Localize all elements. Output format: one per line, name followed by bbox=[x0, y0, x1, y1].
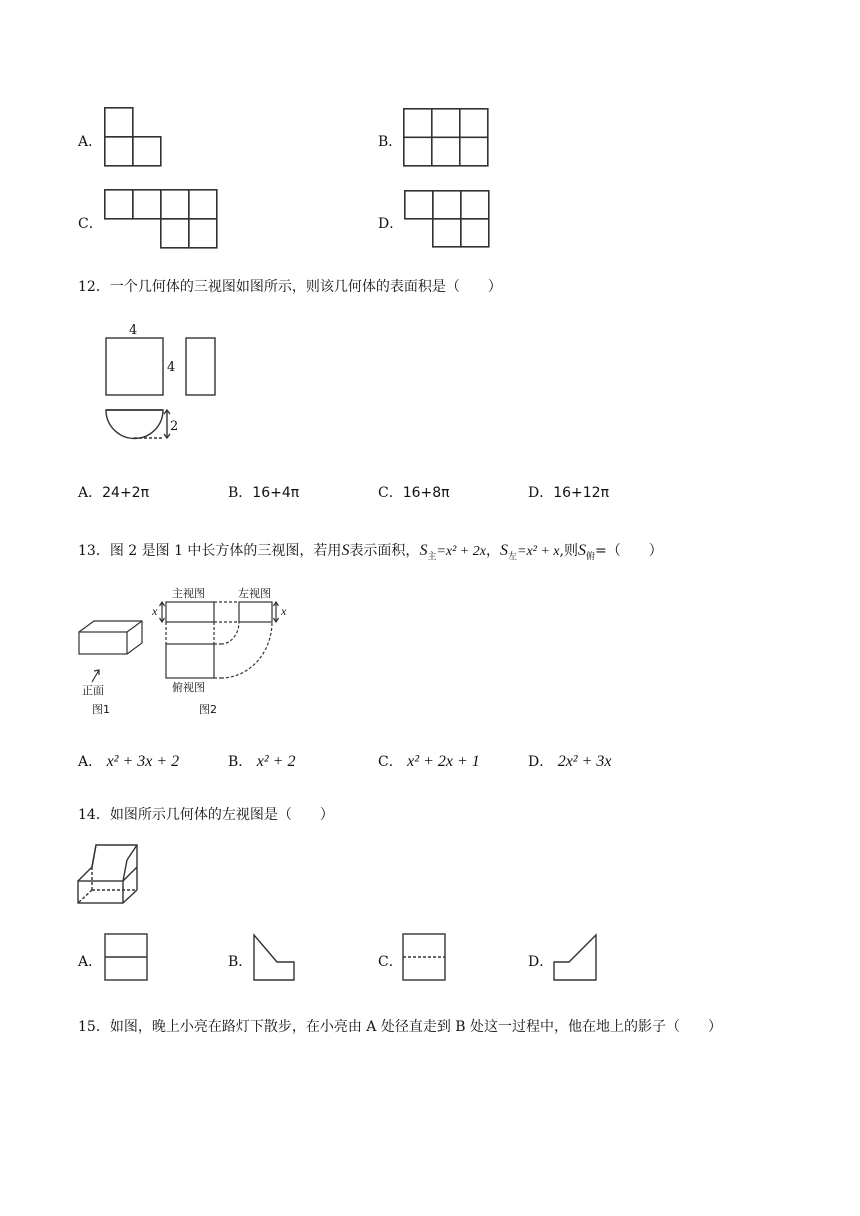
q14-option-b-label[interactable]: B． bbox=[228, 954, 253, 970]
q13-fig-x-left: x bbox=[152, 604, 158, 618]
q14-option-d-label[interactable]: D． bbox=[528, 954, 554, 970]
q12-dim-depth: 2 bbox=[170, 419, 179, 434]
q14-option-b-figure bbox=[253, 934, 299, 984]
q12-option-c[interactable] bbox=[378, 482, 450, 502]
q13-fig-front-label: 正面 bbox=[82, 684, 104, 697]
q14-solid-figure bbox=[76, 840, 142, 906]
q12-option-b-label: B． bbox=[228, 485, 253, 501]
q11-option-c-label[interactable]: C． bbox=[78, 216, 103, 232]
q13-option-c[interactable]: C． x² + 2x + 1 bbox=[378, 753, 480, 770]
q14-stem: 14．如图所示几何体的左视图是（ ） bbox=[78, 807, 334, 823]
q12-dim-side: 4 bbox=[167, 360, 176, 375]
q12-option-a-value: 24+2π bbox=[102, 485, 150, 501]
q11-option-c-figure bbox=[104, 189, 220, 251]
q12-option-b-value: 16+4π bbox=[252, 485, 300, 501]
q12-dim-top: 4 bbox=[129, 323, 138, 338]
q13-option-a[interactable]: A． x² + 3x + 2 bbox=[78, 753, 180, 770]
q13-option-b[interactable]: B． x² + 2 bbox=[228, 753, 296, 770]
q13-option-d[interactable]: D． 2x² + 3x bbox=[528, 753, 612, 770]
q13-stem: 13．图 2 是图 1 中长方体的三视图，若用S表示面积，$S_主=x^2 + 2x$，$S_左=x^2 + x$,则$S_俯=$（ ） bbox=[78, 542, 663, 562]
q13-fig-main-label: 主视图 bbox=[172, 587, 205, 600]
q14-option-d-figure bbox=[553, 934, 599, 984]
q15-stem: 15．如图，晚上小亮在路灯下散步，在小亮由 A 处径直走到 B 处这一过程中，他在地上的影子（ ） bbox=[78, 1019, 723, 1035]
q14-option-a-label[interactable]: A． bbox=[78, 954, 103, 970]
q14-option-c-figure bbox=[402, 933, 448, 983]
q12-option-c-value: 16+8π bbox=[402, 485, 450, 501]
q12-option-c-label: C． bbox=[378, 485, 403, 501]
q12-option-d-value: 16+12π bbox=[553, 485, 610, 501]
q13-fig-x-right: x bbox=[281, 604, 287, 618]
q13-fig-left-label: 左视图 bbox=[238, 587, 271, 600]
q13-figure bbox=[76, 584, 296, 718]
q13-fig-top-label: 俯视图 bbox=[172, 681, 205, 694]
q13-fig1-label: 图1 bbox=[92, 703, 110, 716]
q11-option-d-label[interactable]: D． bbox=[378, 216, 404, 232]
q11-option-d-figure bbox=[404, 190, 494, 250]
q12-option-a-label: A． bbox=[78, 485, 103, 501]
q12-option-d-label: D． bbox=[528, 485, 554, 501]
q11-option-b-label[interactable]: B． bbox=[378, 134, 403, 150]
q11-option-a-label[interactable]: A． bbox=[78, 134, 103, 150]
q12-stem: 12．一个几何体的三视图如图所示，则该几何体的表面积是（ ） bbox=[78, 279, 502, 295]
q12-option-a[interactable] bbox=[78, 482, 149, 502]
q11-option-a-figure bbox=[104, 107, 164, 169]
q14-option-a-figure bbox=[104, 933, 150, 983]
q12-option-d[interactable] bbox=[528, 482, 609, 502]
q12-three-views-figure bbox=[100, 318, 190, 448]
q13-fig2-label: 图2 bbox=[199, 703, 217, 716]
q12-option-b[interactable] bbox=[228, 482, 299, 502]
q14-option-c-label[interactable]: C． bbox=[378, 954, 403, 970]
q11-option-b-figure bbox=[403, 108, 491, 168]
